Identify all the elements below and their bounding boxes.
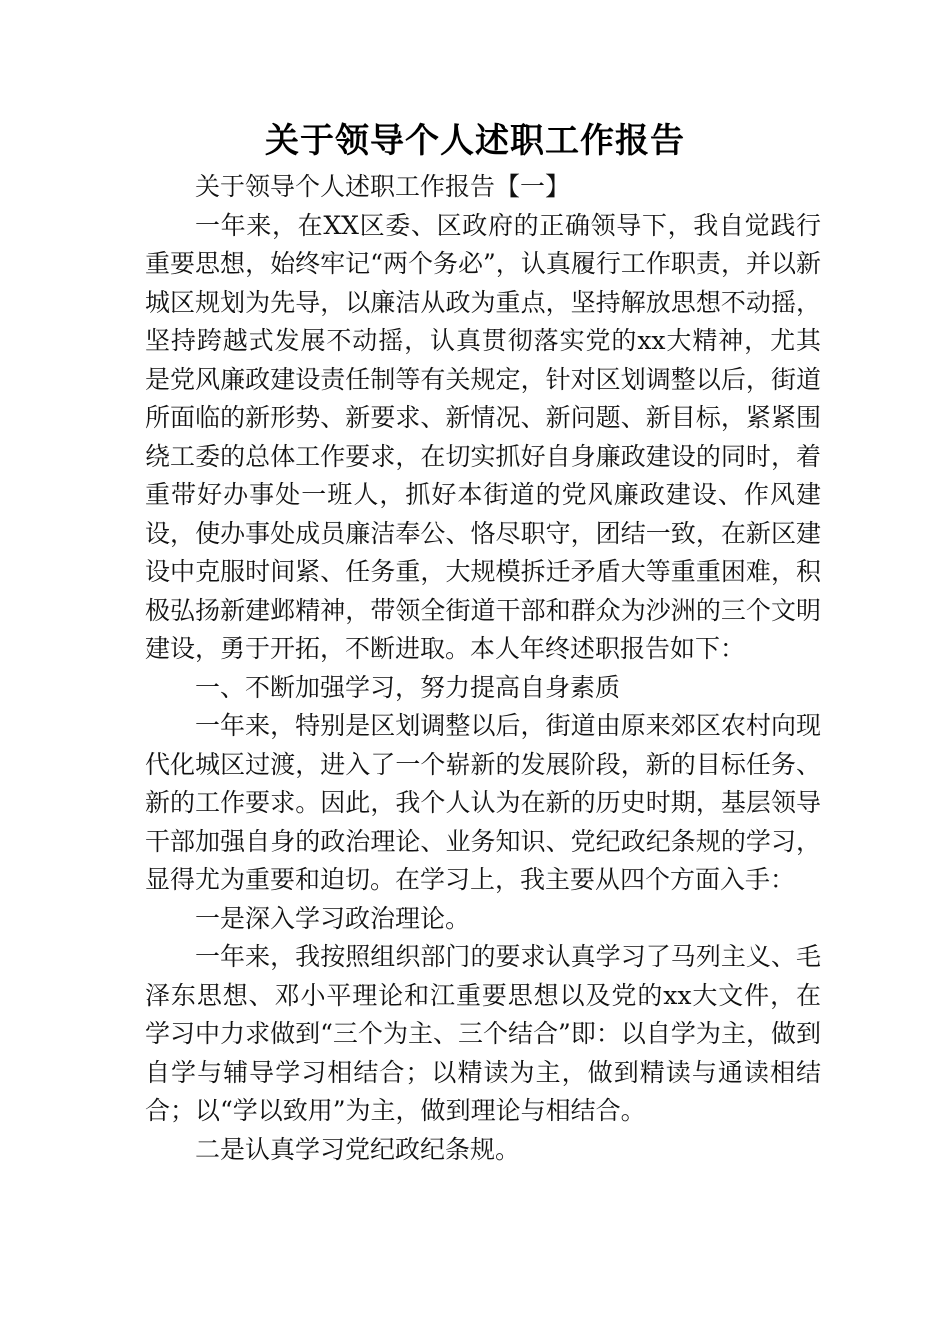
subsection-heading-1: 一是深入学习政治理论。 [195,903,471,933]
body-paragraph: 一年来，特别是区划调整以后，街道由原来郊区农村向现代化城区过渡，进入了一个崭新的发展阶段，新的目标任务、新的工作要求。因此，我个人认为在新的历史时期，基层领导干部加强自身的政治理论、业务知识、党纪政纪条规的学习，显得尤为重要和迫切。在学习上，我主要从四个方面入手： [145,711,821,894]
subtitle-paragraph: 关于领导个人述职工作报告【一】 [195,172,571,201]
document-body [145,168,821,1169]
body-paragraph: 一年来，我按照组织部门的要求认真学习了马列主义、毛泽东思想、邓小平理论和江重要思想以及党的xx大文件，在学习中力求做到“三个为主、三个结合”即：以自学为主，做到自学与辅导学习相结合；以精读为主，做到精读与通读相结合；以“学以致用”为主，做到理论与相结合。 [145,942,821,1125]
subsection-heading-2: 二是认真学习党纪政纪条规。 [195,1134,521,1164]
document-title: 关于领导个人述职工作报告 [265,121,685,161]
section-heading-1: 一、不断加强学习，努力提高自身素质 [195,672,621,702]
intro-paragraph: 一年来，在XX区委、区政府的正确领导下，我自觉践行重要思想，始终牢记“两个务必”，认真履行工作职责，并以新城区规划为先导，以廉洁从政为重点，坚持解放思想不动摇，坚持跨越式发展不动摇，认真贯彻落实党的xx大精神，尤其是党风廉政建设责任制等有关规定，针对区划调整以后，街道所面临的新形势、新要求、新情况、新问题、新目标，紧紧围绕工委的总体工作要求，在切实抓好自身廉政建设的同时，着重带好办事处一班人，抓好本街道的党风廉政建设、作风建设，使办事处成员廉洁奉公、恪尽职守，团结一致，在新区建设中克服时间紧、任务重，大规模拆迁矛盾大等重重困难，积极弘扬新建邺精神，带领全街道干部和群众为沙洲的三个文明建设，勇于开拓，不断进取。本人年终述职报告如下： [145,210,821,663]
